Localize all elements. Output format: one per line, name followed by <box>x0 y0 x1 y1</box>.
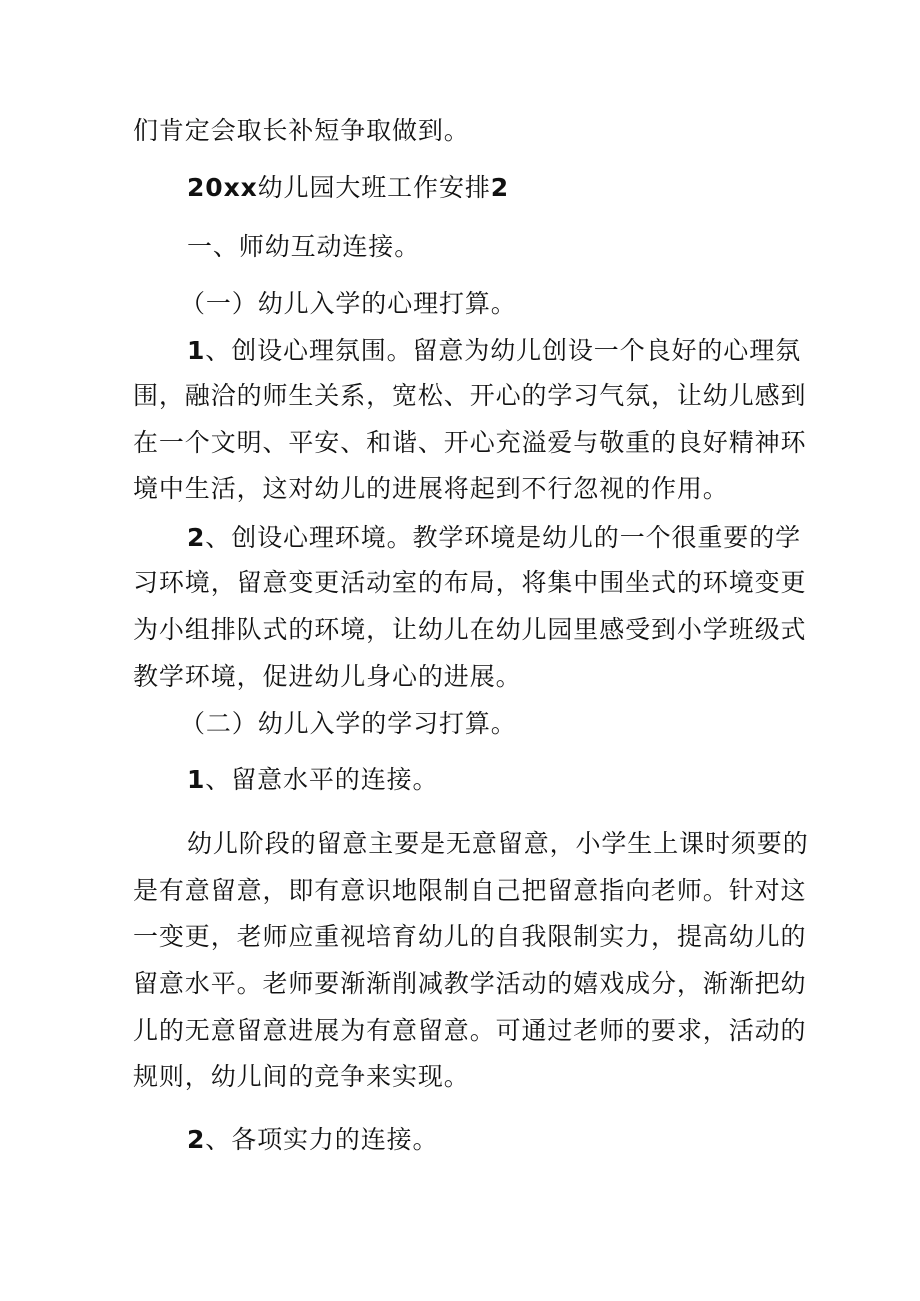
subheading-2: （二）幼儿入学的学习打算。 <box>180 709 517 738</box>
heading-1: 一、师幼互动连接。 <box>187 232 421 261</box>
item-1-1-line-4: 境中生活，这对幼儿的进展将起到不行忽视的作用。 <box>133 474 729 503</box>
item-2-2: 2、各项实力的连接。 <box>187 1125 439 1154</box>
item-1-1-line-1: 1、创设心理氛围。留意为幼儿创设一个良好的心理氛 <box>187 336 801 365</box>
item-1-2-number: 2 <box>187 523 206 552</box>
item-1-2-line-2: 习环境，留意变更活动室的布局，将集中围坐式的环境变更 <box>133 568 807 597</box>
section-title <box>187 170 920 206</box>
attention-paragraph-line-1: 幼儿阶段的留意主要是无意留意，小学生上课时须要的 <box>187 829 809 858</box>
attention-paragraph-line-4: 留意水平。老师要渐渐削减教学活动的嬉戏成分，渐渐把幼 <box>133 969 807 998</box>
item-1-1-line-3: 在一个文明、平安、和谐、开心充溢爱与敬重的良好精神环 <box>133 428 807 457</box>
section-title-suffix: 2 <box>490 173 510 202</box>
continuation-line: 们肯定会取长补短争取做到。 <box>133 116 470 145</box>
item-1-1-number: 1 <box>187 336 206 365</box>
attention-paragraph-line-3: 一变更，老师应重视培育幼儿的自我限制实力，提高幼儿的 <box>133 922 807 951</box>
attention-paragraph-line-5: 儿的无意留意进展为有意留意。可通过老师的要求，活动的 <box>133 1016 807 1045</box>
item-1-1-line-2: 围，融洽的师生关系，宽松、开心的学习气氛，让幼儿感到 <box>133 381 807 410</box>
section-title-text: 幼儿园大班工作安排 <box>257 173 491 202</box>
item-2-1-number: 1 <box>187 765 206 794</box>
item-2-2-number: 2 <box>187 1125 206 1154</box>
attention-paragraph-line-6: 规则，幼儿间的竞争来实现。 <box>133 1062 470 1091</box>
item-2-1: 1、留意水平的连接。 <box>187 765 439 794</box>
item-1-2-line-4: 教学环境，促进幼儿身心的进展。 <box>133 662 522 691</box>
section-title-number: 20xx <box>187 173 258 202</box>
item-1-2-line-3: 为小组排队式的环境，让幼儿在幼儿园里感受到小学班级式 <box>133 615 807 644</box>
subheading-1: （一）幼儿入学的心理打算。 <box>180 289 517 318</box>
attention-paragraph-line-2: 是有意留意，即有意识地限制自己把留意指向老师。针对这 <box>133 876 807 905</box>
item-1-2-line-1: 2、创设心理环境。教学环境是幼儿的一个很重要的学 <box>187 523 801 552</box>
